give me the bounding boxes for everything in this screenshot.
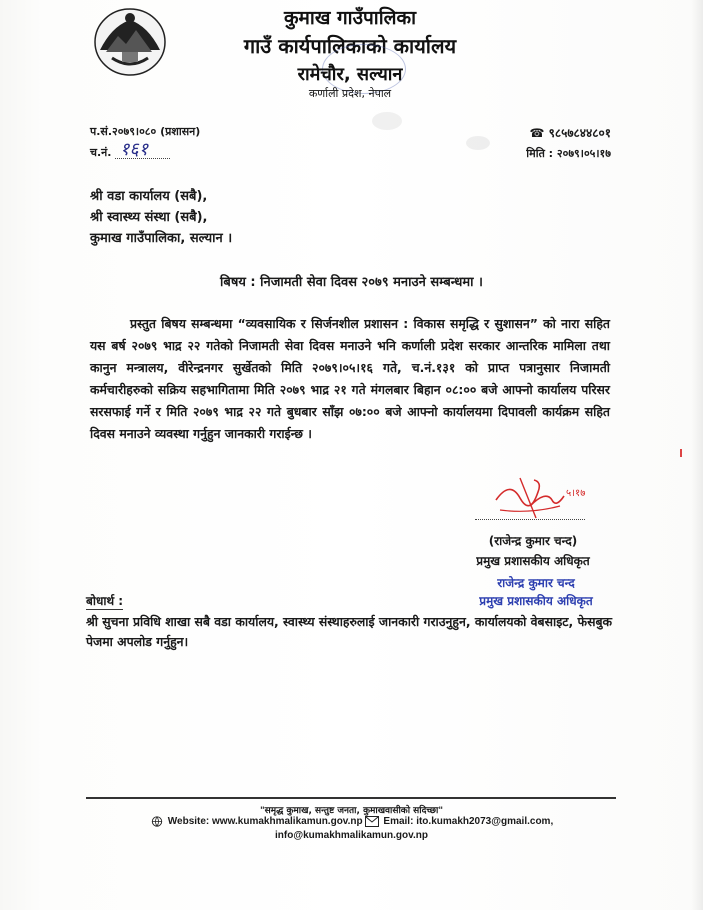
smudge xyxy=(372,112,402,130)
email-link[interactable]: Email: ito.kumakh2073@gmail.com, xyxy=(383,816,554,828)
addressee-line: कुमाख गाउँपालिका, सल्यान । xyxy=(90,231,233,246)
footer-contact xyxy=(0,816,703,827)
signatory-name: (राजेन्द्र कुमार चन्द) xyxy=(488,534,578,548)
ink-mark xyxy=(680,449,682,457)
letter-subject: बिषय : निजामती सेवा दिवस २०७९ मनाउने सम्बन्धमा । xyxy=(220,275,483,290)
globe-icon xyxy=(150,816,164,827)
dispatch-underline xyxy=(115,158,170,159)
signatory-stamp-title: प्रमुख प्रशासकीय अधिकृत xyxy=(479,594,593,608)
svg-text:५।१७: ५।१७ xyxy=(566,488,586,499)
footer-slogan: "समृद्ध कुमाख, सन्तुष्ट जनता, कुमाखवासीको सदिच्छा" xyxy=(259,806,444,816)
footer-email2[interactable]: info@kumakhmalikamun.gov.np xyxy=(275,830,428,841)
signature-line xyxy=(475,519,585,520)
footer-divider xyxy=(86,797,616,799)
smudge xyxy=(466,136,490,150)
page-edge-shadow xyxy=(691,0,703,910)
municipality-name: कुमाख गाउँपालिका xyxy=(283,7,417,29)
office-name: गाउँ कार्यपालिकाको कार्यालय xyxy=(243,34,457,58)
mail-icon xyxy=(365,816,379,827)
dispatch-number: १६१ xyxy=(120,139,149,160)
province-line: कर्णाली प्रदेश, नेपाल xyxy=(308,87,392,100)
letter-date: मिति : २०७९।०५।१७ xyxy=(526,147,611,160)
dispatch-label: च.नं. xyxy=(90,146,112,159)
signatory-title: प्रमुख प्रशासकीय अधिकृत xyxy=(476,554,590,568)
nepal-emblem-icon xyxy=(92,6,168,78)
office-location: रामेचौर, सल्यान xyxy=(297,64,403,85)
addressee-line: श्री स्वास्थ्य संस्था (सबै), xyxy=(90,210,208,225)
handwritten-signature xyxy=(490,470,600,525)
addressee-line: श्री वडा कार्यालय (सबै), xyxy=(90,189,208,204)
cc-label: बोधार्थ : xyxy=(86,594,124,608)
reference-number: प.सं.२०७९।०८० (प्रशासन) xyxy=(90,125,201,138)
signatory-stamp-name: राजेन्द्र कुमार चन्द xyxy=(497,576,575,590)
website-link[interactable]: Website: www.kumakhmalikamun.gov.np xyxy=(167,816,363,828)
phone-number: ☎ ९८५७८४४८०१ xyxy=(529,126,611,140)
cc-text: श्री सुचना प्रविधि शाखा सबै वडा कार्यालय, स्वास्थ्य संस्थाहरुलाई जानकारी गराउनुहुन, कार्यालयको वेबसाइट, फेसबुक पेजमा अपलोड गर्नुहुन। xyxy=(86,614,613,649)
letter-body: प्रस्तुत बिषय सम्बन्धमा “व्यवसायिक र सिर्जनशील प्रशासन : विकास समृद्धि र सुशासन” को नारा सहित यस बर्ष २०७९ भाद्र २२ गतेको निजामती सेवा दिवस मनाउने भनि कर्णाली प्रदेश सरकार आन्तरिक मामिला तथा कानुन मन्त्रालय, वीरेन्द्रनगर सुर्खेतको मिति २०७९।०५।१६ गते, च.नं.१३१ को प्राप्त पत्रानुसार निजामती कर्मचारीहरुको सक्रिय सहभागितामा मिति २०७९ भाद्र २१ गते मंगलबार बिहान ०८:०० बजे आफ्नो कार्यालय परिसर सरसफाई गर्ने र मिति २०७९ भाद्र २२ गते बुधबार साँझ ०७:०० बजे आफ्नो कार्यालयमा दिपावली कार्यक्रम सहित दिवस मनाउने व्यवस्था गर्नुहुन जानकारी गराईन्छ । xyxy=(90,316,610,441)
